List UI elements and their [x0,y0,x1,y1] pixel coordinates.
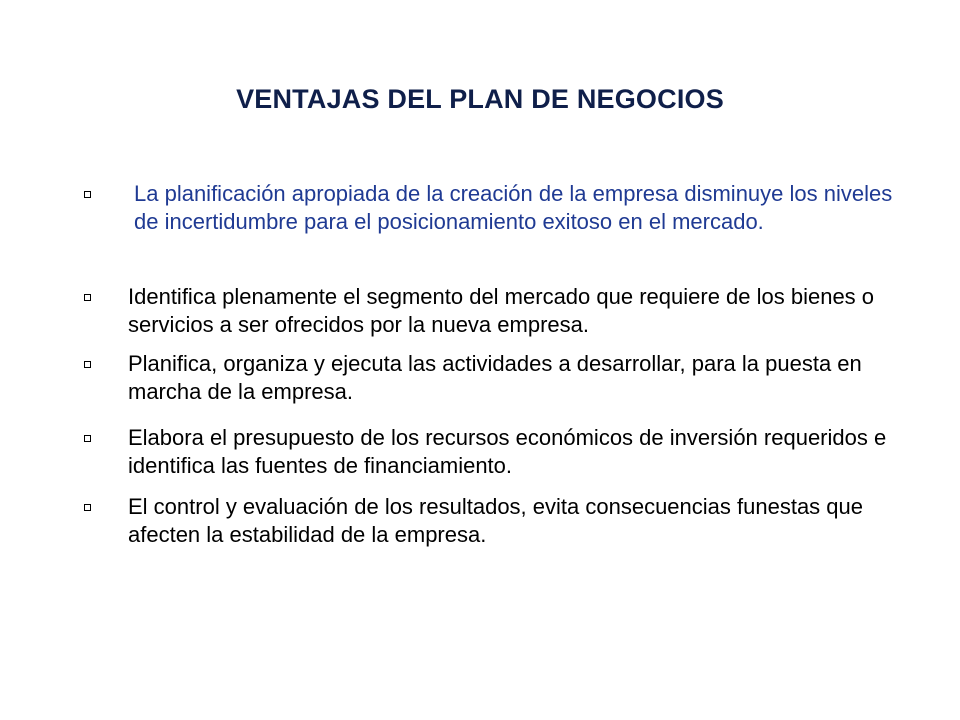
bullet-item [84,424,928,480]
bullet-text: La planificación apropiada de la creación de la empresa disminuye los niveles de incertidumbre para el posicionamiento exitoso en el mercado. [134,181,893,234]
bullet-text: Identifica plenamente el segmento del mercado que requiere de los bienes o servicios a ser ofrecidos por la nueva empresa. [128,284,875,337]
square-bullet-icon [84,435,92,443]
square-bullet-icon [84,504,92,512]
bullet-item [84,180,904,236]
bullet-text: Planifica, organiza y ejecuta las actividades a desarrollar, para la puesta en marcha de la empresa. [128,351,862,404]
bullet-item [84,283,928,339]
bullet-item [84,350,928,406]
bullet-item [84,493,928,549]
bullet-text: El control y evaluación de los resultados, evita consecuencias funestas que afecten la estabilidad de la empresa. [128,494,863,547]
bullet-text: Elabora el presupuesto de los recursos económicos de inversión requeridos e identifica las fuentes de financiamiento. [128,425,887,478]
slide-title: VENTAJAS DEL PLAN DE NEGOCIOS [236,84,724,114]
square-bullet-icon [84,191,92,199]
square-bullet-icon [84,361,92,369]
square-bullet-icon [84,294,92,302]
